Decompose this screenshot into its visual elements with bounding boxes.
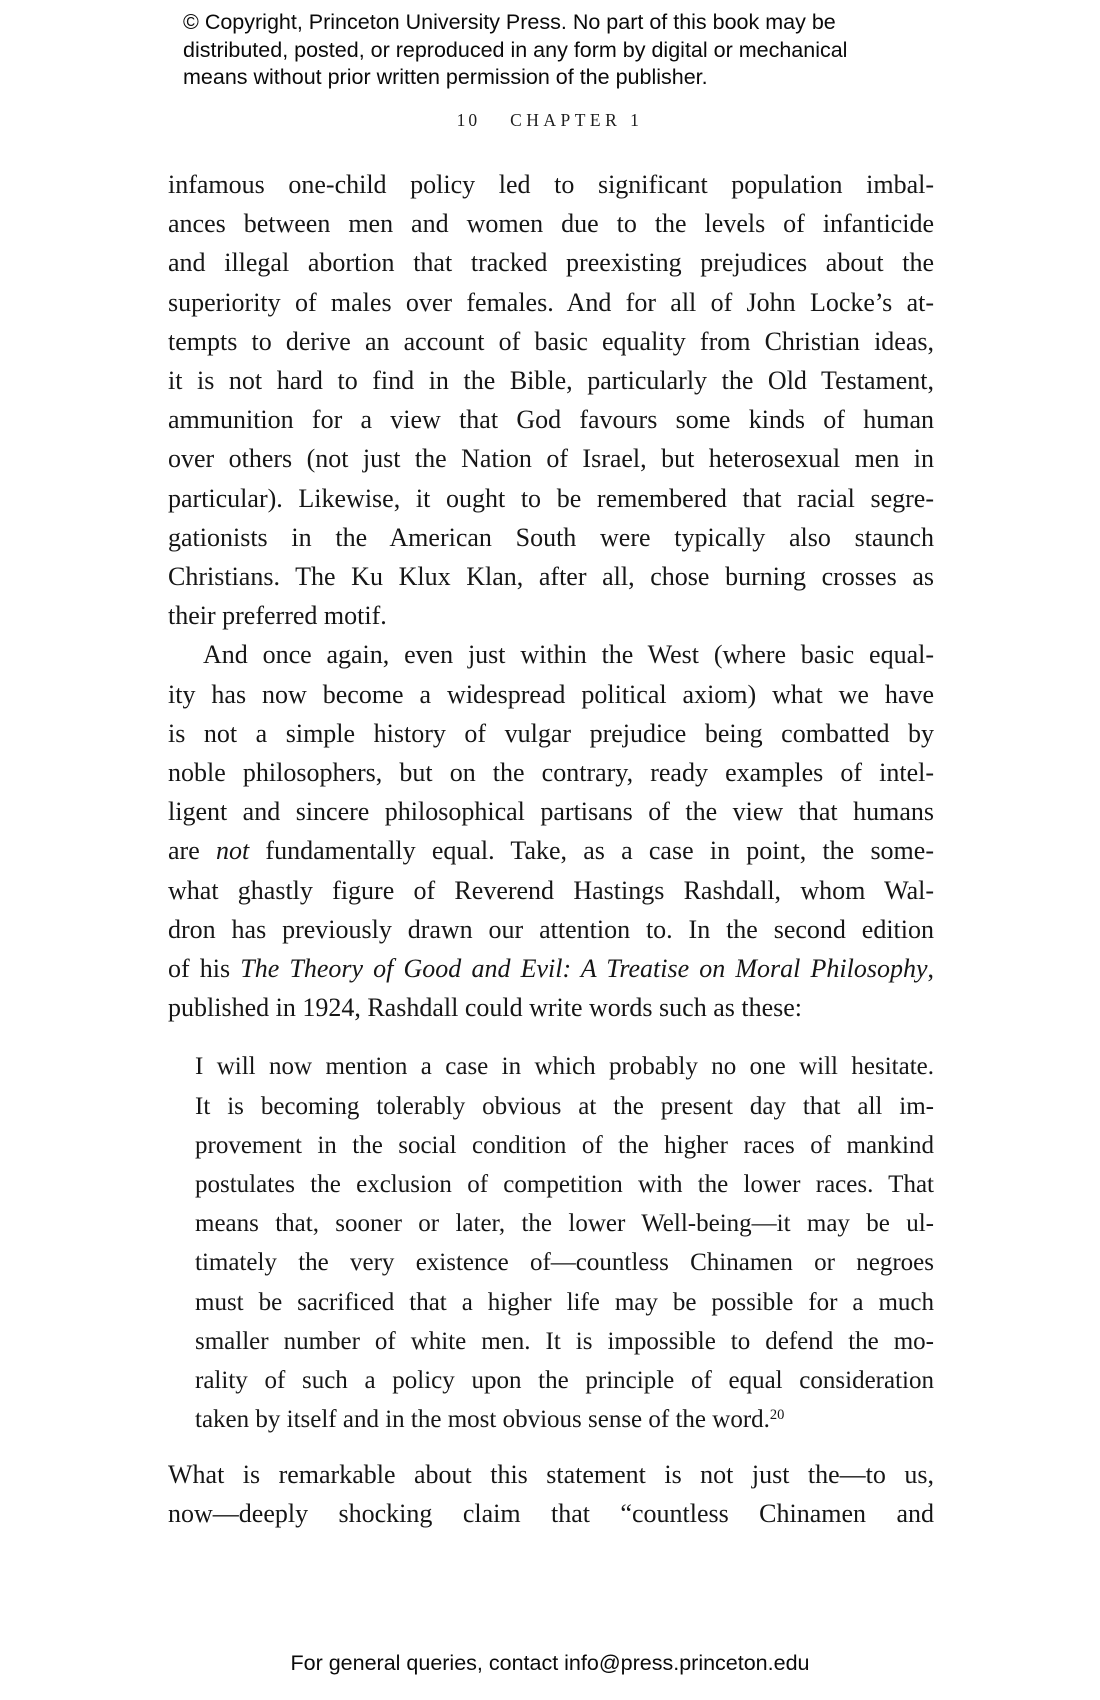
text-line: tempts to derive an account of basic equality from Christian ideas, — [168, 326, 934, 356]
paragraph — [168, 165, 934, 635]
text-line: means that, sooner or later, the lower Well-being—it may be ul- — [195, 1210, 934, 1238]
text-line: of his The Theory of Good and Evil: A Treatise on Moral Philosophy, — [168, 954, 934, 984]
page-number: 10 — [456, 110, 481, 130]
paragraph — [168, 1455, 934, 1533]
text-line: dron has previously drawn our attention to. In the second edition — [168, 914, 934, 944]
text-line: It is becoming tolerably obvious at the present day that all im- — [195, 1092, 934, 1120]
text-line: ances between men and women due to the levels of infanticide — [168, 209, 934, 239]
footer-query-line: For general queries, contact info@press.princeton.edu — [290, 1651, 810, 1675]
text-line: superiority of males over females. And for all of John Locke’s at- — [168, 287, 934, 317]
text-line: And once again, even just within the West (where basic equal- — [203, 640, 934, 670]
text-line: now—deeply shocking claim that “countless Chinamen and — [168, 1498, 934, 1528]
text-line: particular). Likewise, it ought to be remembered that racial segre- — [168, 483, 934, 513]
text-line: what ghastly figure of Reverend Hastings Rashdall, whom Wal- — [168, 875, 934, 905]
paragraph — [168, 635, 934, 1027]
text-line: smaller number of white men. It is impossible to defend the mo- — [195, 1327, 934, 1355]
text-line: noble philosophers, but on the contrary, ready examples of intel- — [168, 758, 934, 788]
text-line: Christians. The Ku Klux Klan, after all, chose burning crosses as — [168, 562, 934, 592]
text-line: postulates the exclusion of competition with the lower races. That — [195, 1171, 934, 1199]
text-line: it is not hard to find in the Bible, particularly the Old Testament, — [168, 366, 934, 396]
text-line: I will now mention a case in which probably no one will hesitate. — [195, 1053, 934, 1081]
text-line: their preferred motif. — [168, 601, 387, 631]
text-line: ity has now become a widespread political axiom) what we have — [168, 679, 934, 709]
copyright-notice — [183, 9, 847, 92]
text-line: infamous one-child policy led to significant population imbal- — [168, 170, 934, 199]
text-line: gationists in the American South were typically also staunch — [168, 522, 934, 552]
copyright-line: distributed, posted, or reproduced in any form by digital or mechanical — [183, 37, 848, 62]
text-line: are not fundamentally equal. Take, as a case in point, the some- — [168, 836, 934, 866]
text-line: and illegal abortion that tracked preexisting prejudices about the — [168, 248, 934, 278]
text-line: What is remarkable about this statement is not just the—to us, — [168, 1459, 934, 1489]
copyright-line: means without prior written permission of the publisher. — [183, 65, 708, 89]
body-text — [168, 165, 934, 1533]
text-line: ligent and sincere philosophical partisans of the view that humans — [168, 797, 934, 827]
text-line: over others (not just the Nation of Israel, but heterosexual men in — [168, 444, 934, 474]
copyright-line: © Copyright, Princeton University Press. No part of this book may be — [183, 10, 836, 34]
text-line: provement in the social condition of the higher races of mankind — [195, 1131, 934, 1159]
text-line: is not a simple history of vulgar prejudice being combatted by — [168, 718, 934, 748]
block-quote — [195, 1047, 934, 1439]
text-line: timately the very existence of—countless Chinamen or negroes — [195, 1249, 934, 1277]
text-line: published in 1924, Rashdall could write words such as these: — [168, 993, 803, 1023]
text-line: ammunition for a view that God favours some kinds of human — [168, 405, 934, 435]
text-line: rality of such a policy upon the principle of equal consideration — [195, 1367, 934, 1395]
running-head — [0, 110, 1100, 130]
text-line: must be sacrificed that a higher life may be possible for a much — [195, 1288, 934, 1316]
text-line: taken by itself and in the most obvious sense of the word.$^{20}$ — [195, 1406, 785, 1434]
chapter-label: CHAPTER 1 — [510, 110, 644, 130]
